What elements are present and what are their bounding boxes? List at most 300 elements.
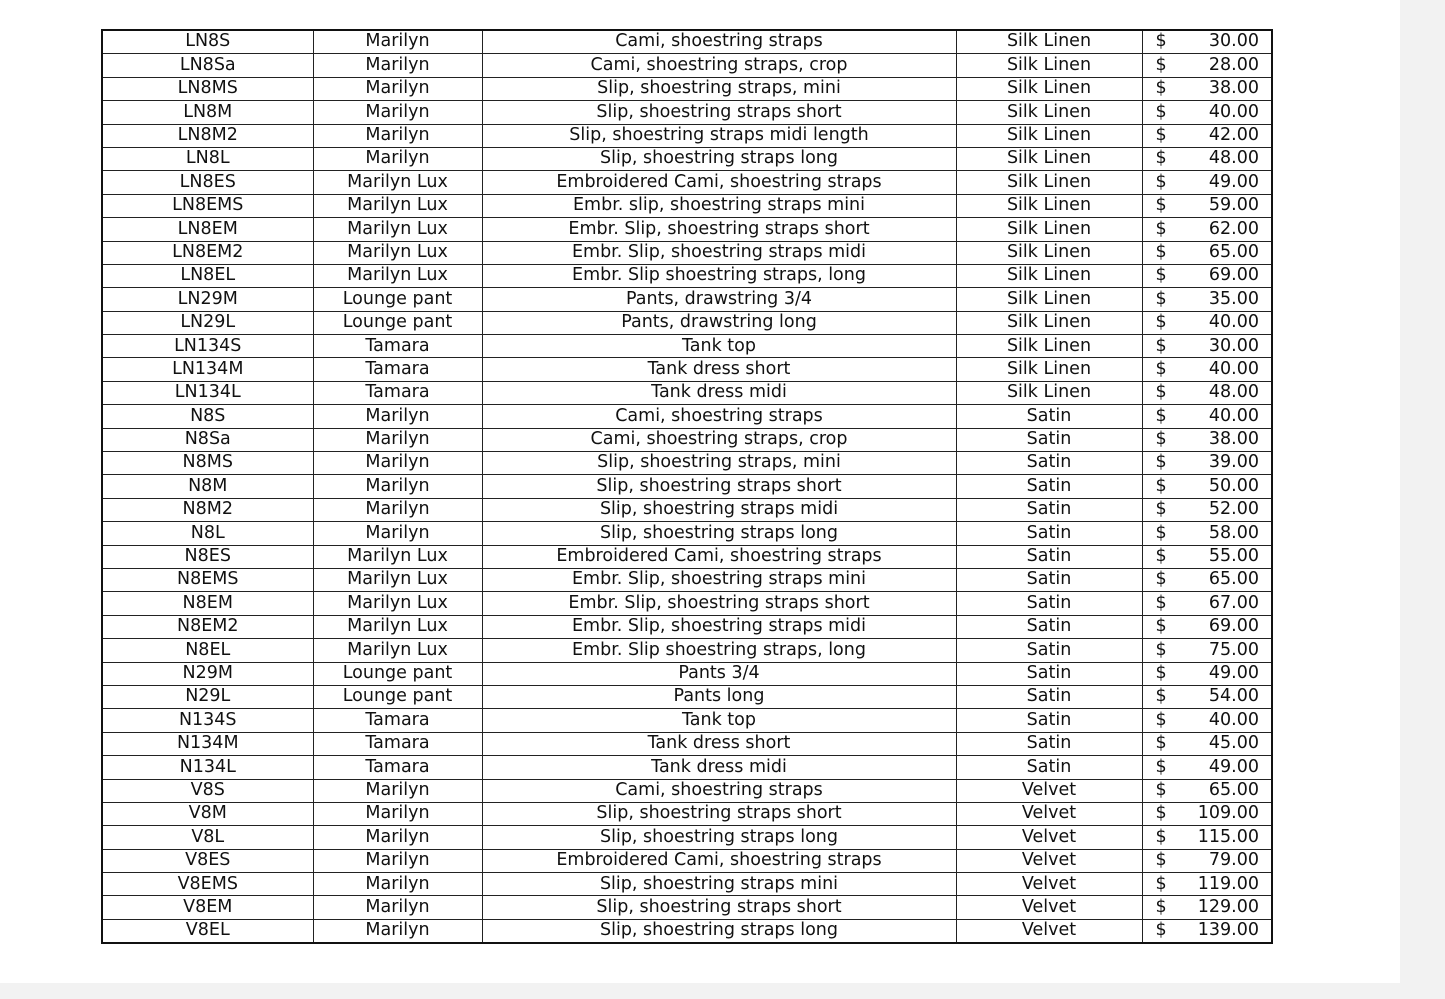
description-cell: Cami, shoestring straps, crop xyxy=(482,54,956,77)
description-cell: Cami, shoestring straps xyxy=(482,30,956,54)
description-cell: Embr. slip, shoestring straps mini xyxy=(482,194,956,217)
price-cell xyxy=(1142,30,1272,54)
price-cell xyxy=(1142,919,1272,943)
style-name-cell: Marilyn Lux xyxy=(313,592,482,615)
product-code-cell: N8M2 xyxy=(102,498,313,521)
product-code-cell: V8EM xyxy=(102,896,313,919)
price-cell xyxy=(1142,662,1272,685)
price-amount: 49.00 xyxy=(1208,171,1259,192)
price-amount: 59.00 xyxy=(1208,195,1259,216)
price-amount: 40.00 xyxy=(1208,709,1259,730)
price-value xyxy=(1143,852,1272,870)
currency-symbol: $ xyxy=(1155,475,1167,496)
table-row xyxy=(102,873,1272,896)
product-code-cell: N8EM xyxy=(102,592,313,615)
table-row xyxy=(102,498,1272,521)
currency-symbol: $ xyxy=(1155,522,1167,543)
product-code-cell: LN134M xyxy=(102,358,313,381)
fabric-cell: Velvet xyxy=(956,802,1142,825)
currency-symbol: $ xyxy=(1155,616,1167,637)
price-amount: 30.00 xyxy=(1208,335,1259,356)
style-name-cell: Marilyn Lux xyxy=(313,194,482,217)
price-amount: 67.00 xyxy=(1208,592,1259,613)
fabric-cell: Silk Linen xyxy=(956,30,1142,54)
table-row xyxy=(102,568,1272,591)
style-name-cell: Marilyn xyxy=(313,428,482,451)
description-cell: Slip, shoestring straps long xyxy=(482,522,956,545)
price-cell xyxy=(1142,381,1272,404)
currency-symbol: $ xyxy=(1155,639,1167,660)
currency-symbol: $ xyxy=(1155,499,1167,520)
table-row xyxy=(102,335,1272,358)
fabric-cell: Silk Linen xyxy=(956,124,1142,147)
price-cell xyxy=(1142,218,1272,241)
price-cell xyxy=(1142,241,1272,264)
price-cell xyxy=(1142,849,1272,872)
table-row xyxy=(102,311,1272,334)
price-value xyxy=(1143,384,1272,402)
product-code-cell: LN134L xyxy=(102,381,313,404)
currency-symbol: $ xyxy=(1155,265,1167,286)
price-amount: 39.00 xyxy=(1208,452,1259,473)
description-cell: Embr. Slip, shoestring straps midi xyxy=(482,241,956,264)
price-amount: 119.00 xyxy=(1197,873,1259,894)
fabric-cell: Satin xyxy=(956,522,1142,545)
fabric-cell: Satin xyxy=(956,732,1142,755)
product-code-cell: V8EL xyxy=(102,919,313,943)
price-amount: 69.00 xyxy=(1208,616,1259,637)
style-name-cell: Lounge pant xyxy=(313,685,482,708)
description-cell: Slip, shoestring straps mini xyxy=(482,873,956,896)
product-code-cell: LN8M xyxy=(102,101,313,124)
table-row xyxy=(102,592,1272,615)
product-code-cell: N8S xyxy=(102,405,313,428)
style-name-cell: Marilyn xyxy=(313,54,482,77)
currency-symbol: $ xyxy=(1155,54,1167,75)
currency-symbol: $ xyxy=(1155,78,1167,99)
price-value xyxy=(1143,241,1272,262)
price-amount: 62.00 xyxy=(1208,218,1259,239)
product-code-cell: N29L xyxy=(102,685,313,708)
price-amount: 30.00 xyxy=(1208,31,1259,52)
style-name-cell: Marilyn xyxy=(313,873,482,896)
fabric-cell: Velvet xyxy=(956,779,1142,802)
style-name-cell: Marilyn xyxy=(313,826,482,849)
page-bottom-band xyxy=(0,983,1445,999)
product-code-cell: N8M xyxy=(102,475,313,498)
price-value xyxy=(1143,896,1272,917)
fabric-cell: Velvet xyxy=(956,826,1142,849)
description-cell: Slip, shoestring straps long xyxy=(482,147,956,170)
table-row xyxy=(102,779,1272,802)
table-row xyxy=(102,147,1272,170)
product-code-cell: LN8Sa xyxy=(102,54,313,77)
price-amount: 50.00 xyxy=(1208,475,1259,496)
currency-symbol: $ xyxy=(1155,826,1167,847)
price-cell xyxy=(1142,826,1272,849)
style-name-cell: Marilyn xyxy=(313,124,482,147)
product-code-cell: N8MS xyxy=(102,452,313,475)
price-amount: 65.00 xyxy=(1208,779,1259,800)
price-amount: 48.00 xyxy=(1208,148,1259,169)
style-name-cell: Marilyn Lux xyxy=(313,171,482,194)
currency-symbol: $ xyxy=(1155,101,1167,122)
price-amount: 42.00 xyxy=(1208,125,1259,145)
description-cell: Pants, drawstring 3/4 xyxy=(482,288,956,311)
fabric-cell: Silk Linen xyxy=(956,335,1142,358)
price-amount: 40.00 xyxy=(1208,312,1259,333)
description-cell: Slip, shoestring straps, mini xyxy=(482,452,956,475)
currency-symbol: $ xyxy=(1155,429,1167,450)
description-cell: Tank top xyxy=(482,709,956,732)
description-cell: Embroidered Cami, shoestring straps xyxy=(482,171,956,194)
style-name-cell: Marilyn xyxy=(313,522,482,545)
fabric-cell: Velvet xyxy=(956,873,1142,896)
fabric-cell: Silk Linen xyxy=(956,288,1142,311)
price-cell xyxy=(1142,264,1272,287)
price-list-body xyxy=(102,30,1272,943)
price-cell xyxy=(1142,475,1272,498)
price-cell xyxy=(1142,639,1272,662)
style-name-cell: Marilyn xyxy=(313,849,482,872)
price-value xyxy=(1143,127,1272,145)
product-code-cell: LN8MS xyxy=(102,77,313,100)
price-value xyxy=(1143,80,1272,98)
price-value xyxy=(1143,54,1272,75)
price-cell xyxy=(1142,54,1272,77)
price-cell xyxy=(1142,498,1272,521)
style-name-cell: Marilyn xyxy=(313,30,482,54)
product-code-cell: LN8EM xyxy=(102,218,313,241)
fabric-cell: Velvet xyxy=(956,896,1142,919)
price-amount: 38.00 xyxy=(1208,429,1259,450)
price-cell xyxy=(1142,77,1272,100)
product-code-cell: N8ES xyxy=(102,545,313,568)
table-row xyxy=(102,428,1272,451)
description-cell: Slip, shoestring straps short xyxy=(482,101,956,124)
price-amount: 49.00 xyxy=(1208,662,1259,683)
currency-symbol: $ xyxy=(1155,546,1167,567)
price-cell xyxy=(1142,709,1272,732)
table-row xyxy=(102,264,1272,287)
price-value xyxy=(1143,592,1272,613)
description-cell: Slip, shoestring straps short xyxy=(482,802,956,825)
table-row xyxy=(102,475,1272,498)
table-row xyxy=(102,826,1272,849)
table-row xyxy=(102,30,1272,54)
description-cell: Embr. Slip, shoestring straps mini xyxy=(482,568,956,591)
price-amount: 49.00 xyxy=(1208,756,1259,777)
currency-symbol: $ xyxy=(1155,195,1167,216)
currency-symbol: $ xyxy=(1155,405,1167,426)
currency-symbol: $ xyxy=(1155,312,1167,333)
price-cell xyxy=(1142,171,1272,194)
price-cell xyxy=(1142,335,1272,358)
price-cell xyxy=(1142,101,1272,124)
currency-symbol: $ xyxy=(1155,382,1167,403)
product-code-cell: N134L xyxy=(102,756,313,779)
price-cell xyxy=(1142,358,1272,381)
price-amount: 69.00 xyxy=(1208,265,1259,286)
price-value xyxy=(1143,709,1272,730)
currency-symbol: $ xyxy=(1155,452,1167,473)
currency-symbol: $ xyxy=(1155,31,1167,52)
style-name-cell: Tamara xyxy=(313,756,482,779)
currency-symbol: $ xyxy=(1155,218,1167,239)
description-cell: Slip, shoestring straps short xyxy=(482,475,956,498)
price-value xyxy=(1143,501,1272,519)
product-code-cell: N29M xyxy=(102,662,313,685)
price-value xyxy=(1143,197,1272,215)
fabric-cell: Silk Linen xyxy=(956,381,1142,404)
description-cell: Slip, shoestring straps midi xyxy=(482,498,956,521)
price-value xyxy=(1143,618,1272,636)
currency-symbol: $ xyxy=(1155,358,1167,379)
table-row xyxy=(102,522,1272,545)
fabric-cell: Satin xyxy=(956,545,1142,568)
table-row xyxy=(102,54,1272,77)
price-value xyxy=(1143,688,1272,706)
table-row xyxy=(102,405,1272,428)
table-row xyxy=(102,381,1272,404)
currency-symbol: $ xyxy=(1155,125,1167,145)
price-value xyxy=(1143,405,1272,426)
fabric-cell: Silk Linen xyxy=(956,147,1142,170)
price-value xyxy=(1143,358,1272,379)
fabric-cell: Satin xyxy=(956,709,1142,732)
table-row xyxy=(102,358,1272,381)
price-cell xyxy=(1142,288,1272,311)
description-cell: Embroidered Cami, shoestring straps xyxy=(482,849,956,872)
style-name-cell: Marilyn xyxy=(313,147,482,170)
price-cell xyxy=(1142,311,1272,334)
product-code-cell: N8EL xyxy=(102,639,313,662)
price-amount: 52.00 xyxy=(1208,499,1259,520)
price-value xyxy=(1143,33,1272,51)
fabric-cell: Satin xyxy=(956,428,1142,451)
style-name-cell: Marilyn xyxy=(313,779,482,802)
price-value xyxy=(1143,735,1272,753)
fabric-cell: Satin xyxy=(956,405,1142,428)
price-value xyxy=(1143,150,1272,168)
currency-symbol: $ xyxy=(1155,733,1167,754)
price-amount: 35.00 xyxy=(1208,288,1259,309)
currency-symbol: $ xyxy=(1155,803,1167,824)
description-cell: Cami, shoestring straps xyxy=(482,779,956,802)
fabric-cell: Satin xyxy=(956,639,1142,662)
product-code-cell: LN8EM2 xyxy=(102,241,313,264)
price-value xyxy=(1143,101,1272,122)
style-name-cell: Marilyn xyxy=(313,802,482,825)
description-cell: Embr. Slip shoestring straps, long xyxy=(482,264,956,287)
description-cell: Tank dress midi xyxy=(482,381,956,404)
description-cell: Slip, shoestring straps long xyxy=(482,826,956,849)
price-value xyxy=(1143,548,1272,566)
fabric-cell: Silk Linen xyxy=(956,311,1142,334)
price-cell xyxy=(1142,779,1272,802)
fabric-cell: Silk Linen xyxy=(956,171,1142,194)
table-row xyxy=(102,639,1272,662)
product-code-cell: N134M xyxy=(102,732,313,755)
price-cell xyxy=(1142,615,1272,638)
currency-symbol: $ xyxy=(1155,592,1167,613)
product-code-cell: LN8L xyxy=(102,147,313,170)
price-value xyxy=(1143,454,1272,472)
price-amount: 129.00 xyxy=(1197,896,1259,917)
product-code-cell: LN8ES xyxy=(102,171,313,194)
price-value xyxy=(1143,288,1272,309)
price-amount: 38.00 xyxy=(1208,78,1259,99)
fabric-cell: Satin xyxy=(956,498,1142,521)
fabric-cell: Satin xyxy=(956,685,1142,708)
table-row xyxy=(102,124,1272,147)
style-name-cell: Marilyn Lux xyxy=(313,568,482,591)
fabric-cell: Silk Linen xyxy=(956,54,1142,77)
currency-symbol: $ xyxy=(1155,850,1167,871)
table-row xyxy=(102,241,1272,264)
style-name-cell: Marilyn xyxy=(313,405,482,428)
price-cell xyxy=(1142,896,1272,919)
product-code-cell: V8ES xyxy=(102,849,313,872)
fabric-cell: Satin xyxy=(956,592,1142,615)
style-name-cell: Marilyn xyxy=(313,101,482,124)
table-row xyxy=(102,756,1272,779)
product-code-cell: LN8S xyxy=(102,30,313,54)
price-value xyxy=(1143,779,1272,800)
currency-symbol: $ xyxy=(1155,241,1167,262)
currency-symbol: $ xyxy=(1155,779,1167,800)
table-row xyxy=(102,218,1272,241)
table-row xyxy=(102,802,1272,825)
description-cell: Tank dress short xyxy=(482,358,956,381)
style-name-cell: Marilyn Lux xyxy=(313,241,482,264)
style-name-cell: Tamara xyxy=(313,732,482,755)
price-amount: 40.00 xyxy=(1208,405,1259,426)
price-cell xyxy=(1142,194,1272,217)
price-amount: 54.00 xyxy=(1208,686,1259,707)
product-code-cell: V8L xyxy=(102,826,313,849)
style-name-cell: Marilyn xyxy=(313,919,482,943)
price-amount: 115.00 xyxy=(1197,826,1259,847)
currency-symbol: $ xyxy=(1155,756,1167,777)
price-amount: 65.00 xyxy=(1208,569,1259,590)
page-margin-strip xyxy=(1400,0,1445,999)
table-row xyxy=(102,288,1272,311)
table-row xyxy=(102,452,1272,475)
price-cell xyxy=(1142,428,1272,451)
price-value xyxy=(1143,826,1272,847)
product-code-cell: LN29M xyxy=(102,288,313,311)
price-list-table xyxy=(101,29,1273,944)
style-name-cell: Lounge pant xyxy=(313,288,482,311)
table-row xyxy=(102,545,1272,568)
fabric-cell: Silk Linen xyxy=(956,358,1142,381)
description-cell: Slip, shoestring straps long xyxy=(482,919,956,943)
fabric-cell: Velvet xyxy=(956,919,1142,943)
product-code-cell: N8Sa xyxy=(102,428,313,451)
currency-symbol: $ xyxy=(1155,709,1167,730)
table-row xyxy=(102,709,1272,732)
price-cell xyxy=(1142,756,1272,779)
price-cell xyxy=(1142,685,1272,708)
fabric-cell: Silk Linen xyxy=(956,101,1142,124)
currency-symbol: $ xyxy=(1155,686,1167,707)
price-value xyxy=(1143,922,1272,940)
fabric-cell: Satin xyxy=(956,615,1142,638)
currency-symbol: $ xyxy=(1155,920,1167,941)
price-amount: 40.00 xyxy=(1208,101,1259,122)
price-cell xyxy=(1142,452,1272,475)
fabric-cell: Satin xyxy=(956,756,1142,779)
price-amount: 109.00 xyxy=(1197,803,1259,824)
description-cell: Embr. Slip, shoestring straps short xyxy=(482,218,956,241)
table-row xyxy=(102,849,1272,872)
price-value xyxy=(1143,335,1272,356)
price-value xyxy=(1143,873,1272,894)
currency-symbol: $ xyxy=(1155,896,1167,917)
style-name-cell: Marilyn Lux xyxy=(313,218,482,241)
price-cell xyxy=(1142,545,1272,568)
table-row xyxy=(102,615,1272,638)
description-cell: Slip, shoestring straps, mini xyxy=(482,77,956,100)
price-amount: 45.00 xyxy=(1208,733,1259,754)
table-row xyxy=(102,101,1272,124)
product-code-cell: V8EMS xyxy=(102,873,313,896)
price-amount: 28.00 xyxy=(1208,54,1259,75)
price-cell xyxy=(1142,802,1272,825)
fabric-cell: Satin xyxy=(956,568,1142,591)
price-value xyxy=(1143,267,1272,285)
style-name-cell: Tamara xyxy=(313,335,482,358)
style-name-cell: Lounge pant xyxy=(313,311,482,334)
price-amount: 55.00 xyxy=(1208,546,1259,567)
description-cell: Embroidered Cami, shoestring straps xyxy=(482,545,956,568)
table-row xyxy=(102,685,1272,708)
fabric-cell: Silk Linen xyxy=(956,264,1142,287)
fabric-cell: Satin xyxy=(956,452,1142,475)
table-row xyxy=(102,171,1272,194)
style-name-cell: Marilyn xyxy=(313,896,482,919)
product-code-cell: V8M xyxy=(102,802,313,825)
table-row xyxy=(102,919,1272,943)
description-cell: Tank dress midi xyxy=(482,756,956,779)
description-cell: Embr. Slip shoestring straps, long xyxy=(482,639,956,662)
product-code-cell: LN29L xyxy=(102,311,313,334)
price-amount: 58.00 xyxy=(1208,522,1259,543)
table-row xyxy=(102,194,1272,217)
price-amount: 139.00 xyxy=(1197,920,1259,941)
price-value xyxy=(1143,662,1272,683)
price-cell xyxy=(1142,873,1272,896)
product-code-cell: V8S xyxy=(102,779,313,802)
style-name-cell: Marilyn Lux xyxy=(313,264,482,287)
product-code-cell: N134S xyxy=(102,709,313,732)
currency-symbol: $ xyxy=(1155,335,1167,356)
description-cell: Cami, shoestring straps, crop xyxy=(482,428,956,451)
price-amount: 48.00 xyxy=(1208,382,1259,403)
price-amount: 79.00 xyxy=(1208,850,1259,871)
product-code-cell: LN134S xyxy=(102,335,313,358)
style-name-cell: Marilyn Lux xyxy=(313,545,482,568)
product-code-cell: N8EM2 xyxy=(102,615,313,638)
price-cell xyxy=(1142,147,1272,170)
product-code-cell: LN8EL xyxy=(102,264,313,287)
description-cell: Cami, shoestring straps xyxy=(482,405,956,428)
price-cell xyxy=(1142,568,1272,591)
product-code-cell: LN8EMS xyxy=(102,194,313,217)
price-value xyxy=(1143,522,1272,543)
fabric-cell: Silk Linen xyxy=(956,218,1142,241)
